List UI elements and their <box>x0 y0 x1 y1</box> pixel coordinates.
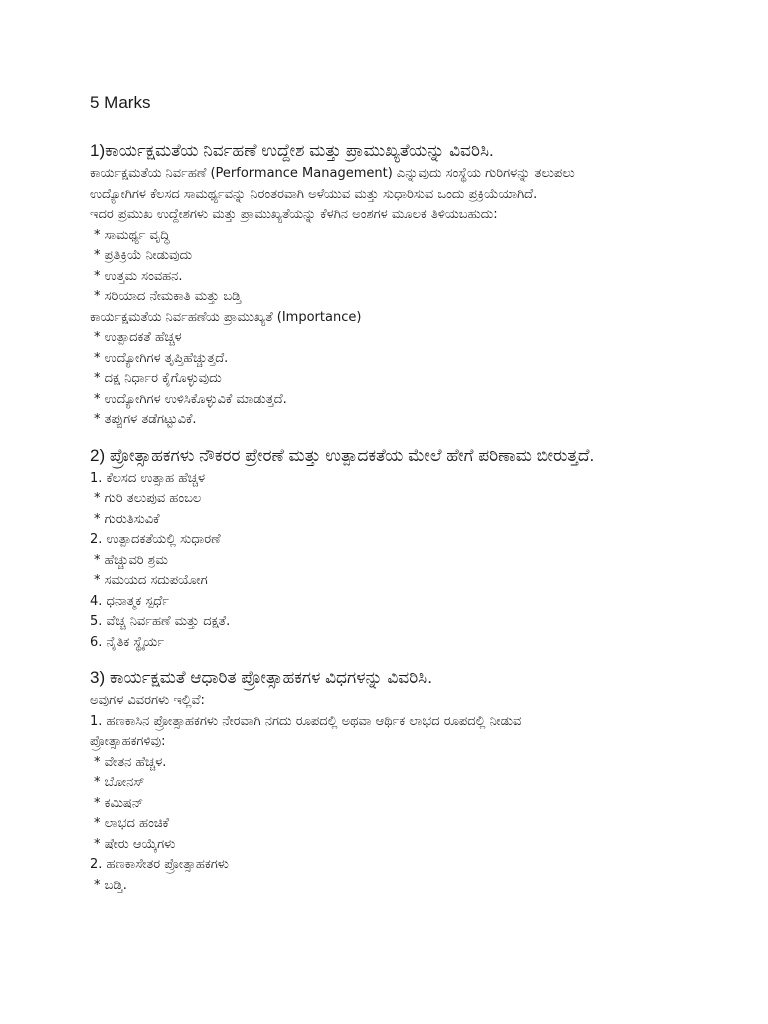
text-line: ಪ್ರೋತ್ಸಾಹಕಗಳಿವು: <box>90 734 166 749</box>
document-page <box>90 92 730 896</box>
text-line: 1. ಕೆಲಸದ ಉತ್ಸಾಹ ಹೆಚ್ಚಳ <box>90 470 206 486</box>
bullet-item: * ಬೋನಸ್ <box>94 775 145 790</box>
bullet-item: * ಹೆಚ್ಚುವರಿ ಶ್ರಮ <box>94 552 168 568</box>
question-heading: 3) ಕಾರ್ಯಕ್ಷಮತೆ ಆಧಾರಿತ ಪ್ರೋತ್ಸಾಹಕಗಳ ವಿಧಗಳನ್ನು ವಿವರಿಸಿ. <box>90 668 432 687</box>
bullet-item: * ಸಮಯದ ಸದುಪಯೋಗ <box>94 573 208 588</box>
bullet-item: * ತಪ್ಪುಗಳ ತಡೆಗಟ್ಟುವಿಕೆ. <box>94 412 197 427</box>
text-line: ಕಾರ್ಯಕ್ಷಮತೆಯ ನಿರ್ವಹಣೆ (Performance Management) ಎನ್ನುವುದು ಸಂಸ್ಥೆಯ ಗುರಿಗಳನ್ನು ತಲುಪಲು <box>90 166 575 181</box>
text-line: 4. ಧನಾತ್ಮಕ ಸ್ಪರ್ಧೆ <box>90 593 169 609</box>
bullet-item: * ವೇತನ ಹೆಚ್ಚಳ. <box>94 754 167 770</box>
text-line: 2. ಹಣಕಾಸೇತರ ಪ್ರೋತ್ಸಾಹಕಗಳು <box>90 857 229 872</box>
bullet-item: * ಷೇರು ಆಯ್ಕೆಗಳು <box>94 836 176 852</box>
question-section <box>90 140 730 431</box>
text-line: ಉದ್ಯೋಗಿಗಳ ಕೆಲಸದ ಸಾಮರ್ಥ್ಯವನ್ನು ನಿರಂತರವಾಗಿ ಅಳೆಯುವ ಮತ್ತು ಸುಧಾರಿಸುವ ಒಂದು ಪ್ರಕ್ರಿಯೆಯಾಗಿದೆ. <box>90 186 538 202</box>
text-line: 5. ವೆಚ್ಚ ನಿರ್ವಹಣೆ ಮತ್ತು ದಕ್ಷತೆ. <box>90 614 231 629</box>
text-line: 1. ಹಣಕಾಸಿನ ಪ್ರೋತ್ಸಾಹಕಗಳು ನೇರವಾಗಿ ನಗದು ರೂಪದಲ್ಲಿ ಅಥವಾ ಆರ್ಥಿಕ ಲಾಭದ ರೂಪದಲ್ಲಿ ನೀಡುವ <box>90 713 522 729</box>
bullet-item: * ಉದ್ಯೋಗಿಗಳ ತೃಪ್ತಿಹೆಚ್ಚುತ್ತದೆ. <box>94 350 229 366</box>
bullet-item: * ದಕ್ಷ ನಿರ್ಧಾರ ಕೈಗೊಳ್ಳುವುದು <box>94 371 222 386</box>
text-line: ಇದರ ಪ್ರಮುಖ ಉದ್ದೇಶಗಳು ಮತ್ತು ಪ್ರಾಮುಖ್ಯತೆಯನ್ನು ಕೆಳಗಿನ ಅಂಶಗಳ ಮೂಲಕ ತಿಳಿಯಬಹುದು: <box>90 207 498 222</box>
bullet-item: * ಸಾಮರ್ಥ್ಯ ವೃದ್ಧಿ <box>94 227 170 243</box>
text-line: ಕಾರ್ಯಕ್ಷಮತೆಯ ನಿರ್ವಹಣೆಯ ಪ್ರಾಮುಖ್ಯತೆ (Importance) <box>90 309 362 325</box>
text-line: 6. ನೈತಿಕ ಸ್ಥೈರ್ಯ <box>90 634 165 650</box>
bullet-item: * ಉದ್ಯೋಗಿಗಳ ಉಳಿಸಿಕೊಳ್ಳುವಿಕೆ ಮಾಡುತ್ತದೆ. <box>94 391 287 407</box>
bullet-item: * ಗುರಿ ತಲುಪುವ ಹಂಬಲ <box>94 491 202 506</box>
question-heading: 2) ಪ್ರೋತ್ಸಾಹಕಗಳು ನೌಕರರ ಪ್ರೇರಣೆ ಮತ್ತು ಉತ್ಪಾದಕತೆಯ ಮೇಲೆ ಹೇಗೆ ಪರಿಣಾಮ ಬೀರುತ್ತದೆ. <box>90 445 595 465</box>
question-heading: 1)ಕಾರ್ಯಕ್ಷಮತೆಯ ನಿರ್ವಹಣೆ ಉದ್ದೇಶ ಮತ್ತು ಪ್ರಾಮುಖ್ಯತೆಯನ್ನು ವಿವರಿಸಿ. <box>90 141 494 160</box>
bullet-item: * ಬಡ್ತಿ. <box>94 877 127 893</box>
text-line: ಅವುಗಳ ವಿವರಗಳು ಇಲ್ಲಿವೆ: <box>90 693 205 708</box>
sections-container <box>90 140 730 896</box>
question-section <box>90 445 730 654</box>
bullet-item: * ಗುರುತಿಸುವಿಕೆ <box>94 511 160 527</box>
bullet-item: * ಕಮಿಷನ್ <box>94 795 144 811</box>
bullet-item: * ಉತ್ಪಾದಕತೆ ಹೆಚ್ಚಳ <box>94 330 182 345</box>
bullet-item: * ಪ್ರತಿಕ್ರಿಯೆ ನೀಡುವುದು <box>94 248 193 263</box>
marks-heading: 5 Marks <box>90 93 151 112</box>
bullet-item: * ಉತ್ತಮ ಸಂವಹನ. <box>94 268 183 284</box>
text-line: 2. ಉತ್ಪಾದಕತೆಯಲ್ಲಿ ಸುಧಾರಣೆ <box>90 532 221 547</box>
bullet-item: * ಲಾಭದ ಹಂಚಿಕೆ <box>94 816 169 831</box>
question-section <box>90 667 730 896</box>
bullet-item: * ಸರಿಯಾದ ನೇಮಕಾತಿ ಮತ್ತು ಬಡ್ತಿ <box>94 289 242 304</box>
